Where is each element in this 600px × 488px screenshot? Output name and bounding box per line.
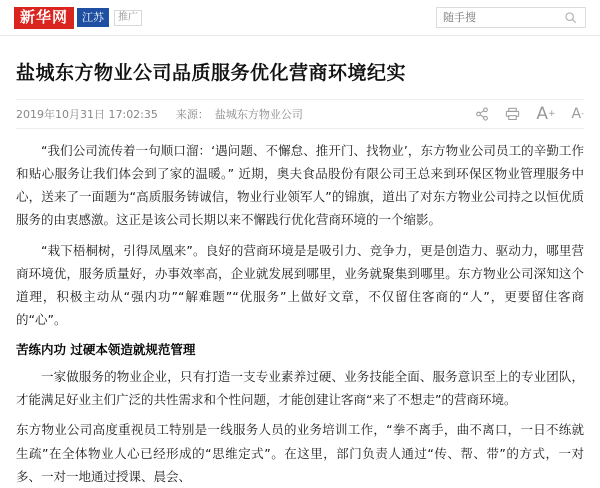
site-header — [0, 0, 600, 36]
publish-date: 2019年10月31日 17:02:35 — [16, 108, 158, 122]
logo-promo-tag: 推广 — [114, 10, 142, 26]
section-heading: 苦练内功 过硬本领造就规范管理 — [16, 342, 196, 358]
article-meta — [16, 99, 584, 129]
source-label: 来源： — [175, 108, 209, 122]
search-icon[interactable] — [557, 8, 583, 27]
article-body — [0, 129, 600, 488]
article-actions — [475, 103, 584, 124]
font-decrease-label: A — [571, 106, 582, 123]
font-decrease-button[interactable] — [572, 107, 584, 121]
title-container — [0, 36, 600, 86]
paragraph: 东方物业公司高度重视员工特别是一线服务人员的业务培训工作，“拳不离手，曲不离口，一日不练就生疏”在全体物业人心已经形成的“思维定式”。在这里，部门负责人通过“传、帮、带”的方式，一对多、一对一地通过授课、晨会、 — [16, 422, 584, 484]
font-increase-button[interactable] — [536, 103, 556, 124]
logo-xinhua-text: 新华网 — [14, 7, 74, 29]
paragraph: “栽下梧桐树，引得凤凰来”。良好的营商环境是是吸引力、竞争力，更是创造力、驱动力，哪里营商环境优，服务质量好，办事效率高，企业就发展到哪里，业务就聚集到哪里。东方物业公司深知这个道理，积极主动从“强内功”“解难题”“优服务”上做好文章，不仅留住客商的“人”，更要留住客商的“心”。 — [16, 242, 584, 327]
font-increase-sup: + — [547, 108, 556, 119]
font-increase-label: A — [536, 103, 548, 124]
font-decrease-sub: - — [581, 109, 584, 119]
search-box[interactable] — [436, 7, 586, 28]
paragraph: “我们公司流传着一句顺口溜：‘遇问题、不懈怠、推开门、找物业’，东方物业公司员工的辛勤工作和贴心服务让我们体会到了家的温暖。” 近期，奥夫食品股份有限公司王总来到环保区物业管理服务中心，送来了一面题为“高质服务铸诚信，物业行业领军人”的锦旗，道出了对东方物业公司持之以恒优质服务的由衷感激。这正是该公司长期以来不懈践行优化营商环境的一个缩影。 — [16, 143, 584, 228]
source-name: 盐城东方物业公司 — [214, 108, 303, 122]
logo-region-text: 江苏 — [77, 8, 109, 27]
site-logo[interactable] — [14, 7, 142, 29]
search-input[interactable] — [437, 8, 557, 27]
share-icon[interactable] — [475, 107, 489, 121]
print-icon[interactable] — [505, 107, 520, 121]
paragraph: 一家做服务的物业企业，只有打造一支专业素养过硬、业务技能全面、服务意识至上的专业团队，才能满足好业主们广泛的共性需求和个性问题，才能创建让客商“来了不想走”的营商环境。 — [16, 369, 584, 408]
page-title: 盐城东方物业公司品质服务优化营商环境纪实 — [16, 61, 407, 84]
